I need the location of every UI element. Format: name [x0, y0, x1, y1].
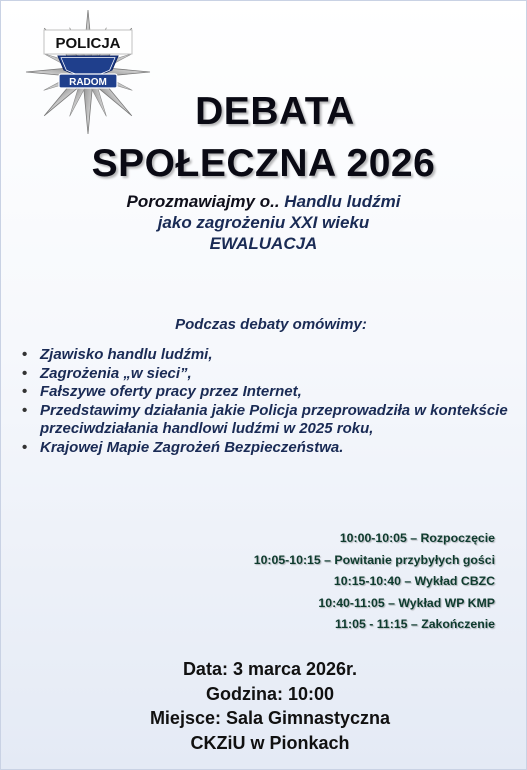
agenda [254, 529, 495, 637]
title-line-2: SPOŁECZNA 2026 [91, 142, 436, 185]
event-info [0, 657, 527, 755]
topics-lead: Podczas debaty omówimy: [175, 316, 367, 333]
subtitle-topic-part1: Handlu ludźmi [284, 192, 401, 211]
police-badge-icon [20, 6, 156, 134]
agenda-item: 10:05-10:15 – Powitanie przybyłych gości [253, 552, 495, 567]
agenda-item: 10:00-10:05 – Rozpoczęcie [339, 531, 495, 545]
subtitle-prefix: Porozmawiajmy o.. [126, 192, 280, 211]
agenda-item: 10:15-10:40 – Wykład CBZC [333, 574, 495, 588]
subtitle-evaluation: EWALUACJA [209, 234, 318, 253]
list-item: • Fałszywe oferty pracy przez Internet, [22, 383, 512, 402]
event-time: Godzina: 10:00 [205, 683, 335, 704]
event-date: Data: 3 marca 2026r. [182, 659, 358, 679]
agenda-item: 11:05 - 11:15 – Zakończenie [335, 617, 495, 631]
list-item: • Krajowej Mapie Zagrożeń Bezpieczeństwa. [22, 439, 512, 458]
agenda-item: 10:40-11:05 – Wykład WP KMP [318, 595, 495, 610]
list-item: • Przedstawimy działania jakie Policja przeprowadziła w kontekście przeciwdziałania handlowi ludźmi w 2025 roku, [22, 402, 512, 439]
subtitle [0, 191, 527, 254]
badge-top-text: POLICJA [55, 35, 121, 52]
event-place: Miejsce: Sala Gimnastyczna [149, 708, 391, 728]
list-item: • Zagrożenia „w sieci”, [22, 365, 512, 384]
topics-list [22, 346, 512, 457]
subtitle-topic-part2: jako zagrożeniu XXI wieku [157, 213, 370, 232]
title-line-1: DEBATA [195, 90, 355, 133]
list-item: • Zjawisko handlu ludźmi, [22, 346, 512, 365]
badge-bottom-text: RADOM [69, 77, 107, 88]
event-venue: CKZiU w Pionkach [190, 732, 350, 753]
